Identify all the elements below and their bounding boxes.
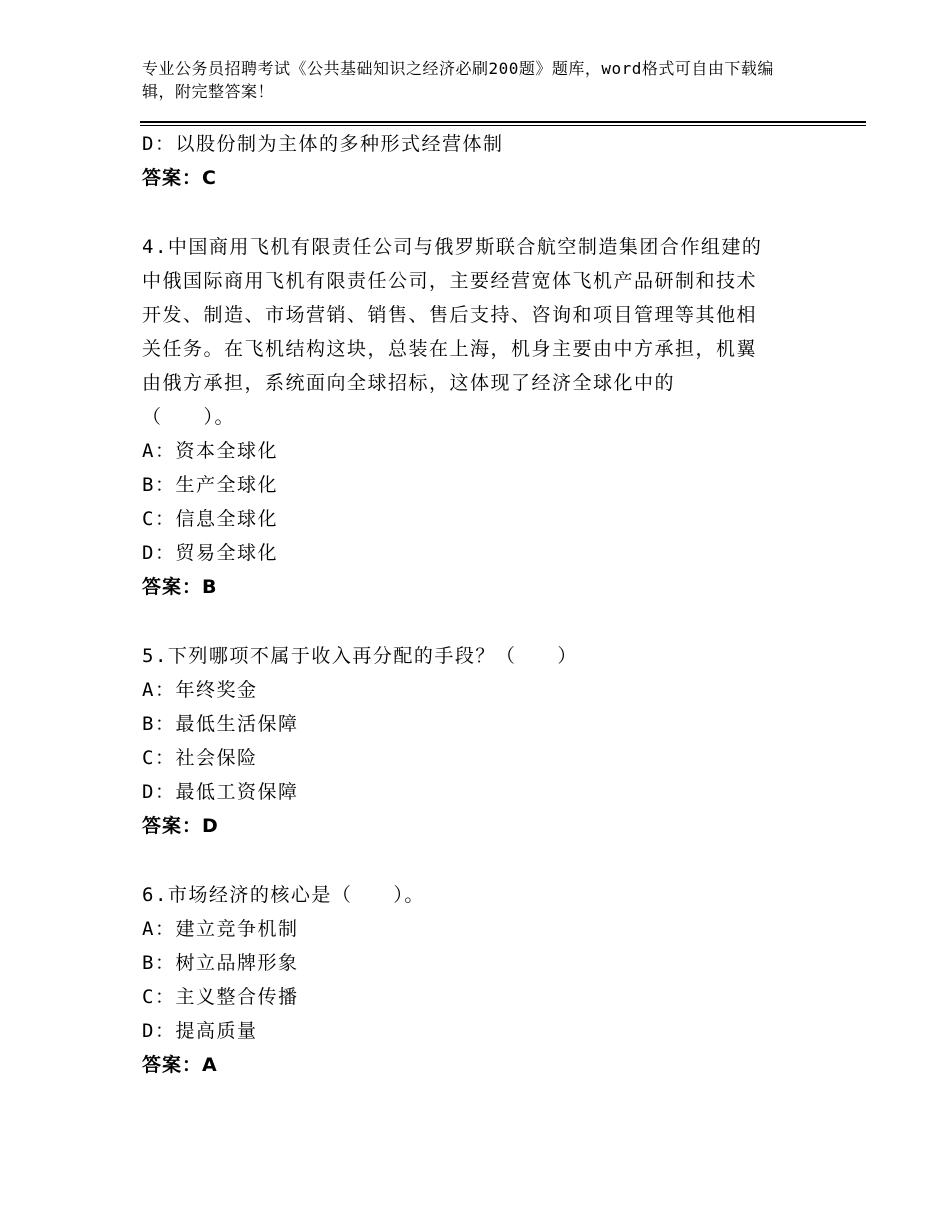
option-b: B：生产全球化: [142, 474, 278, 496]
question-6: [142, 878, 802, 1082]
option-a: A：年终奖金: [142, 679, 258, 701]
question-stem-line: 5.下列哪项不属于收入再分配的手段？（ ）: [142, 645, 578, 667]
answer-line: 答案：C: [142, 167, 217, 189]
question-stem-line: （ ）。: [142, 406, 236, 428]
header-rule-thin: [140, 125, 866, 126]
question-stem-line: 中俄国际商用飞机有限责任公司，主要经营宽体飞机产品研制和技术: [142, 270, 758, 292]
document-header: [142, 57, 802, 103]
header-rule-thick: [140, 121, 866, 123]
question-stem-line: 由俄方承担，系统面向全球招标，这体现了经济全球化中的: [142, 372, 676, 394]
prev-question: [142, 127, 802, 195]
option-d: D：贸易全球化: [142, 542, 278, 564]
option-b: B：树立品牌形象: [142, 952, 299, 974]
option-d: D：最低工资保障: [142, 781, 299, 803]
question-5: [142, 639, 802, 843]
answer-line: 答案：D: [142, 815, 219, 837]
spacer: [142, 843, 802, 878]
spacer: [142, 604, 802, 639]
spacer: [142, 195, 802, 230]
question-stem-line: 开发、制造、市场营销、销售、售后支持、咨询和项目管理等其他相: [142, 304, 758, 326]
question-stem-line: 关任务。在飞机结构这块，总装在上海，机身主要由中方承担，机翼: [142, 338, 758, 360]
header-title: 专业公务员招聘考试《公共基础知识之经济必刷200题》题库，word格式可自由下载编辑，附完整答案！: [142, 59, 774, 101]
question-list: [142, 127, 802, 1082]
option-a: A：建立竞争机制: [142, 918, 299, 940]
question-stem-line: 6.市场经济的核心是（ ）。: [142, 884, 425, 906]
option-a: A：资本全球化: [142, 440, 278, 462]
question-stem-line: 4.中国商用飞机有限责任公司与俄罗斯联合航空制造集团合作组建的: [142, 236, 763, 258]
question-4: [142, 230, 802, 604]
answer-line: 答案：A: [142, 1054, 218, 1076]
option-c: C：主义整合传播: [142, 986, 299, 1008]
option-d: D：提高质量: [142, 1020, 258, 1042]
option-b: B：最低生活保障: [142, 713, 299, 735]
option-c: C：信息全球化: [142, 508, 278, 530]
option-c: C：社会保险: [142, 747, 258, 769]
answer-line: 答案：B: [142, 576, 218, 598]
option-d: D：以股份制为主体的多种形式经营体制: [142, 133, 504, 155]
